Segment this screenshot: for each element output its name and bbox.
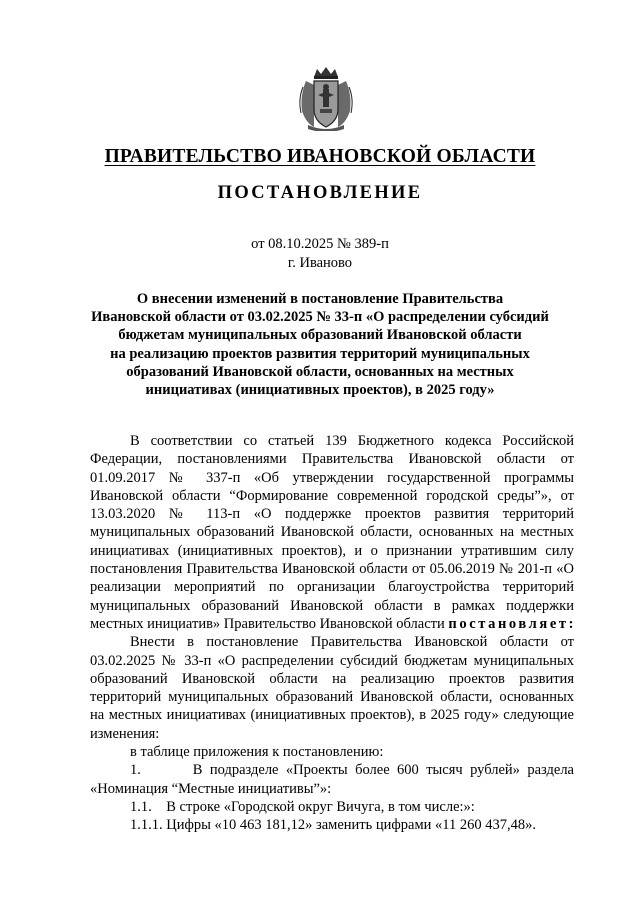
- coat-of-arms-emblem: [296, 65, 356, 131]
- amendment-paragraph: Внести в постановление Правительства Ивановской области от 03.02.2025 № 33-п «О распределении субсидий бюджетам муниципальных образований Ивановской области на реализацию проектов развития территорий муниципальных образований Ивановской области, основанных на местных инициативах (инициативных проектов), в 2025 году» следующие изменения:: [90, 634, 574, 742]
- subject-line: инициативах (инициативных проектов), в 2025 году»: [145, 382, 495, 399]
- subject-line: на реализацию проектов развития территорий муниципальных: [110, 345, 530, 362]
- date-and-number: от 08.10.2025 № 389-п: [251, 236, 389, 252]
- government-title: ПРАВИТЕЛЬСТВО ИВАНОВСКОЙ ОБЛАСТИ: [104, 146, 536, 167]
- preamble-text: В соответствии со статьей 139 Бюджетного кодекса Российской Федерации, постановлениями Правительства Ивановской области от 01.09.2017 № 337-п «Об утверждении государственной программы Ивановской области “Формирование современной городской среды”», от 13.03.2020 № 113-п «О поддержке проектов развития территорий муниципальных образований Ивановской области, основанных на местных инициативах (инициативных проектов), и о признании утратившим силу постановления Правительства Ивановской области от 05.06.2019 № 201-п «О реализации мероприятий по организации благоустройства территорий муниципальных образований Ивановской области в рамках поддержки местных инициатив» Правительство Ивановской области: [90, 433, 574, 632]
- document-subject: [70, 290, 570, 399]
- item-1-1-1-paragraph: 1.1.1. Цифры «10 463 181,12» заменить цифрами «11 260 437,48».: [130, 817, 536, 834]
- document-type-title: ПОСТАНОВЛЕНИЕ: [217, 183, 423, 203]
- preamble-paragraph: [90, 432, 574, 633]
- table-intro-paragraph: в таблице приложения к постановлению:: [130, 744, 384, 761]
- subject-line: бюджетам муниципальных образований Ивановской области: [118, 327, 522, 344]
- subject-line: О внесении изменений в постановление Правительства: [136, 291, 504, 307]
- decree-colon: :: [568, 615, 574, 632]
- subject-line: Ивановской области от 03.02.2025 № 33-п «О распределении субсидий: [91, 309, 549, 326]
- subject-line: образований Ивановской области, основанных на местных: [126, 363, 514, 380]
- decree-word: постановляет: [448, 615, 569, 632]
- city-name: г. Иваново: [287, 255, 353, 271]
- item-1-1-paragraph: 1.1. В строке «Городской округ Вичуга, в том числе:»:: [130, 798, 475, 815]
- document-body: [90, 432, 578, 835]
- item-1-paragraph: 1. В подразделе «Проекты более 600 тысяч рублей» раздела «Номинация “Местные инициативы”»:: [90, 762, 578, 797]
